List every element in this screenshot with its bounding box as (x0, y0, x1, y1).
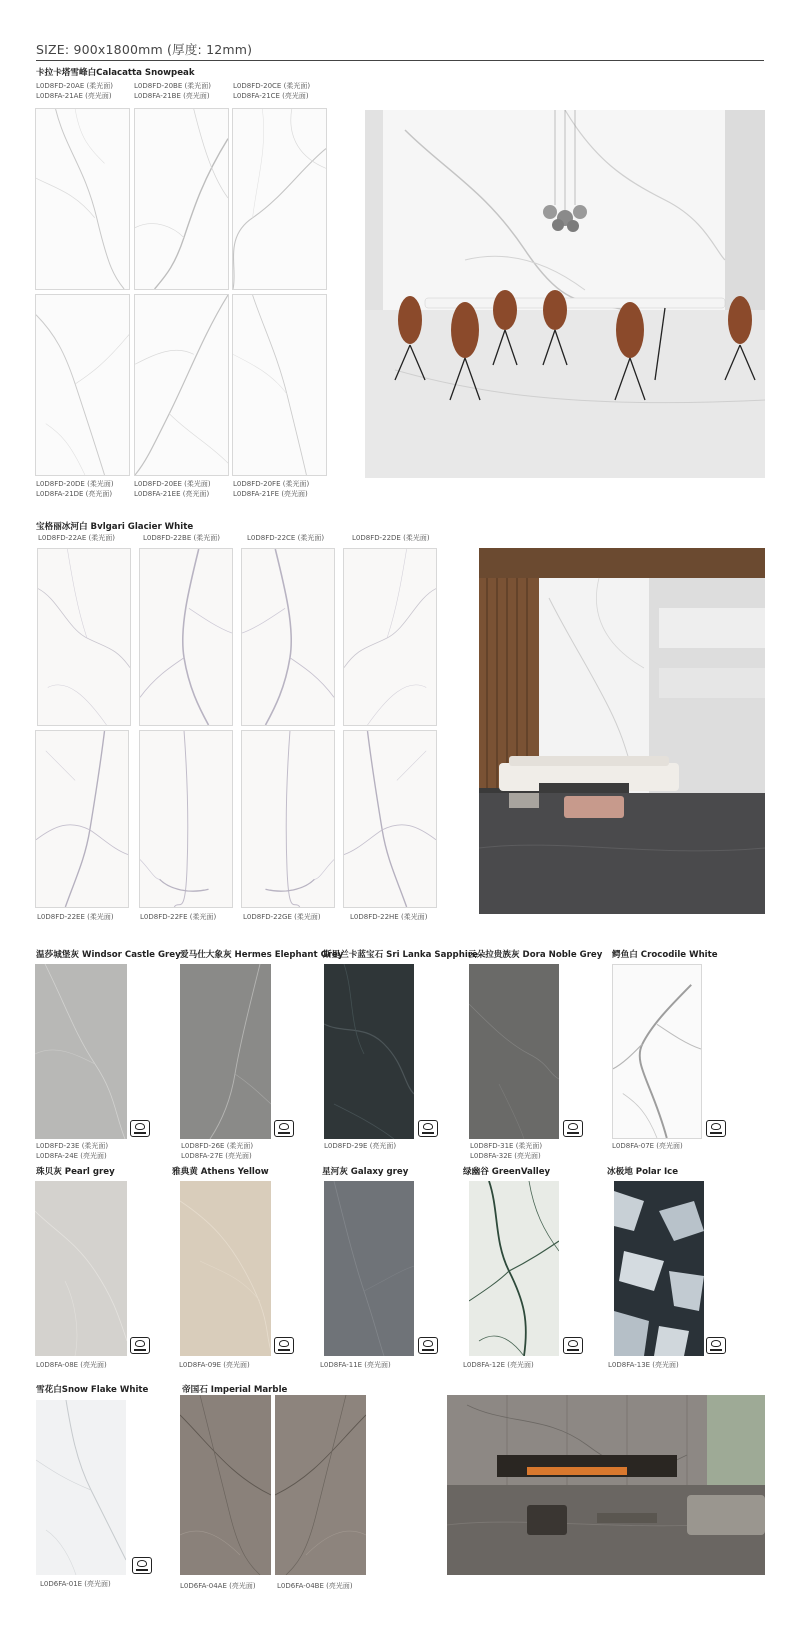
ceramic-badge-icon (706, 1337, 726, 1354)
calacatta-title: 卡拉卡塔雪峰白Calacatta Snowpeak (36, 68, 195, 78)
ceramic-badge-icon (418, 1120, 438, 1137)
imperial-codes: L0D6FA-04AE (亮光面) (180, 1582, 256, 1590)
galaxy-codes: L0D8FA-11E (亮光面) (320, 1361, 391, 1369)
calacatta-code: L0D8FD-20EE (柔光面) L0D8FA-21EE (亮光面) (134, 480, 211, 498)
dora-tile (469, 964, 559, 1139)
snow-flake-codes: L0D6FA-01E (亮光面) (40, 1580, 111, 1588)
calacatta-tile (134, 108, 229, 290)
bvlgari-tile (241, 548, 335, 726)
pearl-codes: L0D8FA-08E (亮光面) (36, 1361, 107, 1369)
fireplace-room-photo (447, 1395, 765, 1575)
ceramic-badge-icon (130, 1120, 150, 1137)
hermes-codes: L0D8FD-26E (柔光面) L0D8FA-27E (亮光面) (181, 1142, 254, 1160)
ceramic-badge-icon (418, 1337, 438, 1354)
dora-codes: L0D8FD-31E (柔光面) L0D8FA-32E (亮光面) (470, 1142, 543, 1160)
hermes-title: 爱马仕大象灰 Hermes Elephant Grey (180, 950, 344, 960)
greenvalley-tile (469, 1181, 559, 1356)
windsor-codes: L0D8FD-23E (柔光面) L0D8FA-24E (亮光面) (36, 1142, 109, 1160)
ceramic-badge-icon (706, 1120, 726, 1137)
calacatta-tile (232, 294, 327, 476)
ceramic-badge-icon (274, 1120, 294, 1137)
pearl-tile (35, 1181, 127, 1356)
athens-tile (180, 1181, 271, 1356)
bvlgari-code: L0D8FD-22BE (柔光面) (143, 534, 220, 542)
bvlgari-title: 宝格丽冰河白 Bvlgari Glacier White (36, 522, 194, 532)
athens-codes: L0D8FA-09E (亮光面) (179, 1361, 250, 1369)
polar-ice-title: 冰极地 Polar Ice (607, 1167, 679, 1177)
sapphire-codes: L0D8FD-29E (亮光面) (324, 1142, 397, 1150)
imperial-tile (180, 1395, 271, 1575)
calacatta-code: L0D8FD-20CE (柔光面) L0D8FA-21CE (亮光面) (233, 82, 311, 100)
bvlgari-tile (139, 548, 233, 726)
title-divider (36, 60, 764, 61)
polar-ice-codes: L0D8FA-13E (亮光面) (608, 1361, 679, 1369)
ceramic-badge-icon (563, 1120, 583, 1137)
imperial-tile (275, 1395, 366, 1575)
snow-flake-tile (36, 1400, 126, 1575)
ceramic-badge-icon (132, 1557, 152, 1574)
sapphire-title: 斯里兰卡蓝宝石 Sri Lanka Sapphire (323, 950, 478, 960)
bvlgari-code: L0D8FD-22AE (柔光面) (38, 534, 115, 542)
pearl-title: 珠贝灰 Pearl grey (36, 1167, 115, 1177)
bvlgari-tile (139, 730, 233, 908)
crocodile-tile (612, 964, 702, 1139)
calacatta-code: L0D8FD-20AE (柔光面) L0D8FA-21AE (亮光面) (36, 82, 113, 100)
bvlgari-tile (343, 730, 437, 908)
imperial-codes: L0D6FA-04BE (亮光面) (277, 1582, 353, 1590)
windsor-tile (35, 964, 127, 1139)
calacatta-tile (35, 108, 130, 290)
living-room-photo (479, 548, 765, 914)
ceramic-badge-icon (274, 1337, 294, 1354)
ceramic-badge-icon (563, 1337, 583, 1354)
hermes-tile (180, 964, 271, 1139)
calacatta-code: L0D8FD-20DE (柔光面) L0D8FA-21DE (亮光面) (36, 480, 114, 498)
snow-flake-title: 雪花白Snow Flake White (36, 1385, 149, 1395)
bvlgari-code: L0D8FD-22GE (柔光面) (243, 913, 321, 921)
bvlgari-code: L0D8FD-22HE (柔光面) (350, 913, 428, 921)
windsor-title: 温莎城堡灰 Windsor Castle Grey (36, 950, 181, 960)
calacatta-tile (35, 294, 130, 476)
greenvalley-title: 绿幽谷 GreenValley (463, 1167, 551, 1177)
dining-room-photo (365, 110, 765, 478)
bvlgari-tile (35, 730, 129, 908)
galaxy-tile (324, 1181, 414, 1356)
imperial-title: 帝国石 Imperial Marble (182, 1385, 288, 1395)
calacatta-code: L0D8FD-20BE (柔光面) L0D8FA-21BE (亮光面) (134, 82, 211, 100)
crocodile-codes: L0D8FA-07E (亮光面) (612, 1142, 683, 1150)
polar-ice-tile (614, 1181, 704, 1356)
greenvalley-codes: L0D8FA-12E (亮光面) (463, 1361, 534, 1369)
bvlgari-code: L0D8FD-22DE (柔光面) (352, 534, 430, 542)
size-title: SIZE: 900x1800mm (厚度: 12mm) (36, 42, 253, 57)
bvlgari-code: L0D8FD-22CE (柔光面) (247, 534, 325, 542)
bvlgari-code: L0D8FD-22FE (柔光面) (140, 913, 217, 921)
bvlgari-code: L0D8FD-22EE (柔光面) (37, 913, 114, 921)
sapphire-tile (324, 964, 414, 1139)
calacatta-tile (232, 108, 327, 290)
bvlgari-tile (37, 548, 131, 726)
ceramic-badge-icon (130, 1337, 150, 1354)
bvlgari-tile (241, 730, 335, 908)
calacatta-code: L0D8FD-20FE (柔光面) L0D8FA-21FE (亮光面) (233, 480, 310, 498)
crocodile-title: 鳄鱼白 Crocodile White (612, 950, 718, 960)
athens-title: 雅典黄 Athens Yellow (172, 1167, 269, 1177)
galaxy-title: 星河灰 Galaxy grey (322, 1167, 409, 1177)
calacatta-tile (134, 294, 229, 476)
bvlgari-tile (343, 548, 437, 726)
dora-title: 云朵拉贵族灰 Dora Noble Grey (468, 950, 603, 960)
